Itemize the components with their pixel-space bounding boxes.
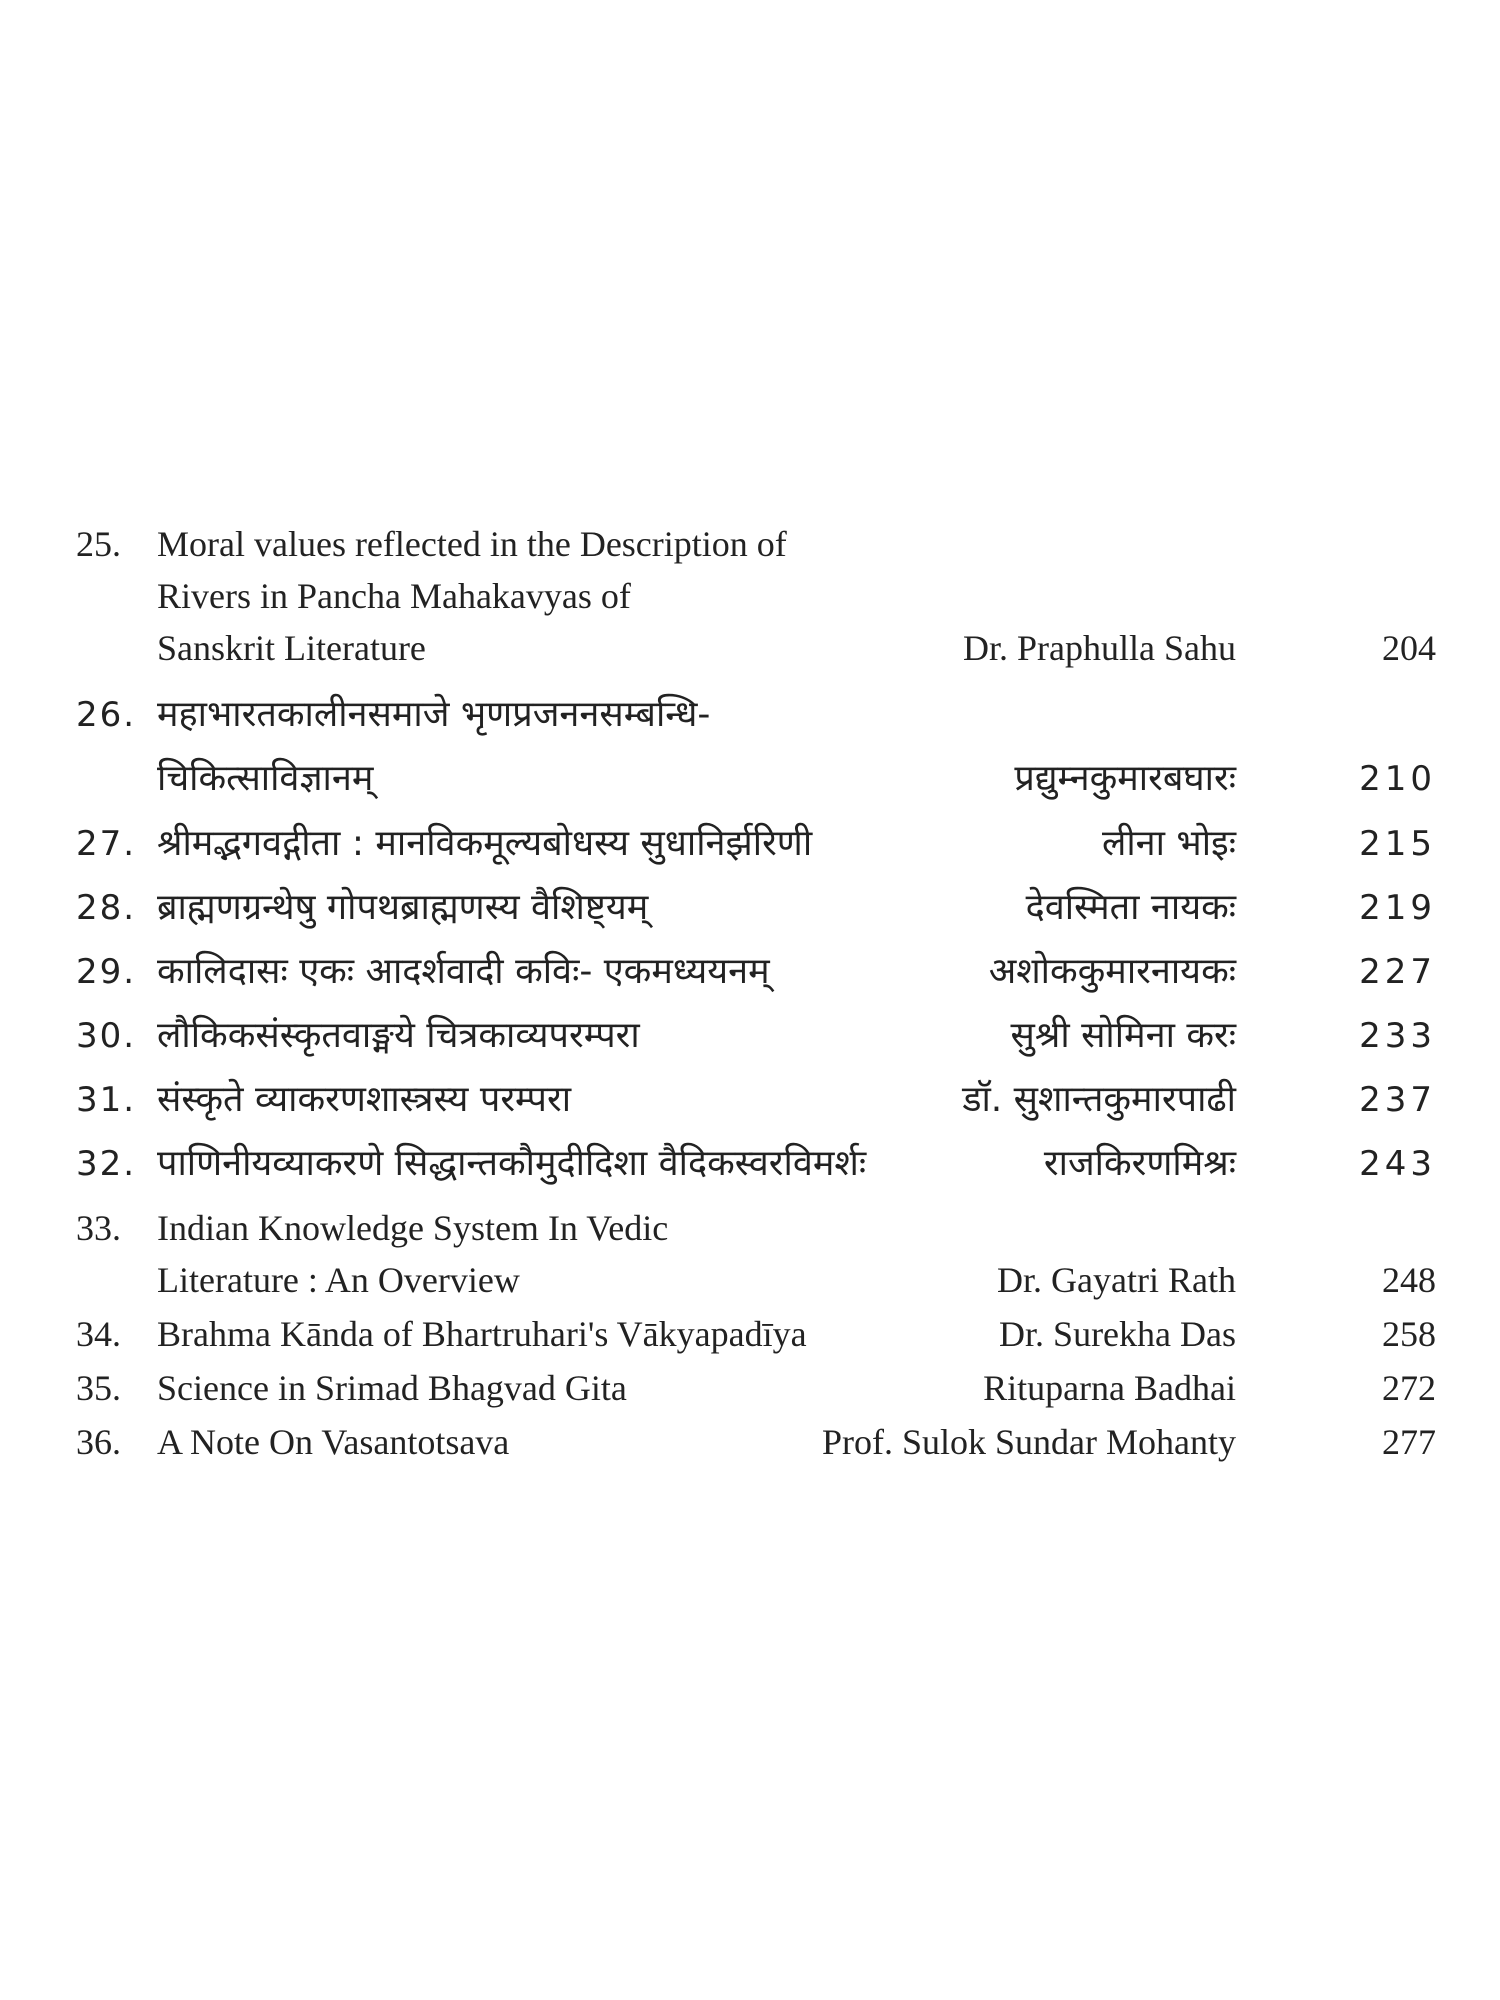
- toc-line: [0, 940, 1500, 1004]
- toc-entry-31: [0, 1068, 1500, 1132]
- entry-title-line: Rivers in Pancha Mahakavyas of: [157, 576, 631, 616]
- toc-entry-28: [0, 876, 1500, 940]
- entry-author: अशोककुमारनायकः: [988, 951, 1236, 992]
- toc-entry-33: [0, 1202, 1500, 1306]
- toc-entry-27: [0, 812, 1500, 876]
- entry-author: डॉ. सुशान्तकुमारपाढी: [962, 1079, 1236, 1120]
- entry-author: Dr. Surekha Das: [999, 1314, 1236, 1354]
- entry-page-number: 227: [1359, 952, 1436, 992]
- entry-title-line: पाणिनीयव्याकरणे सिद्धान्तकौमुदीदिशा वैदिकस्वरविमर्शः: [157, 1143, 867, 1184]
- toc-entry-32: [0, 1132, 1500, 1196]
- toc-entry-35: [0, 1362, 1500, 1414]
- entry-title-line: Moral values reflected in the Description of: [157, 524, 787, 564]
- entry-page-number: 210: [1359, 759, 1436, 799]
- toc-entry-34: [0, 1308, 1500, 1360]
- entry-title-line: महाभारतकालीनसमाजे भृणप्रजननसम्बन्धि-: [157, 694, 711, 735]
- entry-page-number: 272: [1382, 1368, 1436, 1408]
- entry-title-line: A Note On Vasantotsava: [157, 1422, 510, 1462]
- toc-line: [0, 1254, 1500, 1306]
- toc-line: [0, 812, 1500, 876]
- entry-page-number: 233: [1359, 1016, 1436, 1056]
- entry-page-number: 204: [1382, 628, 1436, 668]
- entry-page-number: 237: [1359, 1080, 1436, 1120]
- entry-title-line: कालिदासः एकः आदर्शवादी कविः- एकमध्ययनम्: [157, 951, 770, 992]
- entry-author: Dr. Gayatri Rath: [997, 1260, 1236, 1300]
- entry-page-number: 243: [1359, 1144, 1436, 1184]
- entry-title-line: लौकिकसंस्कृतवाङ्मये चित्रकाव्यपरम्परा: [157, 1015, 640, 1056]
- entry-number: 29.: [76, 952, 137, 992]
- entry-number: 31.: [76, 1080, 137, 1120]
- entry-title-line: Sanskrit Literature: [157, 628, 426, 668]
- toc-line: [0, 570, 1500, 622]
- entry-title-line: श्रीमद्भगवद्गीता : मानविकमूल्यबोधस्य सुधानिर्झरिणी: [157, 823, 813, 864]
- entry-title-line: Literature : An Overview: [157, 1260, 520, 1300]
- entry-author: Prof. Sulok Sundar Mohanty: [822, 1422, 1236, 1462]
- entry-title-line: ब्राह्मणग्रन्थेषु गोपथब्राह्मणस्य वैशिष्ट्यम्: [157, 887, 649, 928]
- toc-entry-25: [0, 518, 1500, 674]
- entry-number: 33.: [76, 1208, 121, 1248]
- toc-entry-30: [0, 1004, 1500, 1068]
- entry-author: सुश्री सोमिना करः: [1010, 1015, 1236, 1056]
- toc-line: [0, 1068, 1500, 1132]
- entry-title-line: संस्कृते व्याकरणशास्त्रस्य परम्परा: [157, 1079, 572, 1120]
- entry-page-number: 258: [1382, 1314, 1436, 1354]
- entry-number: 27.: [76, 824, 137, 864]
- toc-line: [0, 1308, 1500, 1360]
- toc-line: [0, 1416, 1500, 1468]
- entry-number: 35.: [76, 1368, 121, 1408]
- entry-title-line: Brahma Kānda of Bhartruhari's Vākyapadīya: [157, 1314, 807, 1354]
- entry-page-number: 215: [1359, 824, 1436, 864]
- toc-line: [0, 518, 1500, 570]
- entry-number: 32.: [76, 1144, 137, 1184]
- entry-author: Dr. Praphulla Sahu: [963, 628, 1236, 668]
- toc-line: [0, 683, 1500, 747]
- toc-entry-29: [0, 940, 1500, 1004]
- entry-title-line: Science in Srimad Bhagvad Gita: [157, 1368, 627, 1408]
- entry-author: देवस्मिता नायकः: [1025, 887, 1236, 928]
- toc-entry-26: [0, 683, 1500, 811]
- toc-line: [0, 876, 1500, 940]
- entry-number: 28.: [76, 888, 137, 928]
- toc-line: [0, 622, 1500, 674]
- entry-author: राजकिरणमिश्रः: [1043, 1143, 1236, 1184]
- entry-page-number: 248: [1382, 1260, 1436, 1300]
- entry-author: प्रद्युम्नकुमारबघारः: [1014, 758, 1236, 799]
- toc-line: [0, 1202, 1500, 1254]
- entry-page-number: 277: [1382, 1422, 1436, 1462]
- entry-number: 36.: [76, 1422, 121, 1462]
- toc-line: [0, 747, 1500, 811]
- entry-title-line: Indian Knowledge System In Vedic: [157, 1208, 669, 1248]
- toc-line: [0, 1132, 1500, 1196]
- entry-author: लीना भोइः: [1101, 823, 1236, 864]
- entry-title-line: चिकित्साविज्ञानम्: [157, 758, 374, 799]
- entry-author: Rituparna Badhai: [983, 1368, 1236, 1408]
- toc-line: [0, 1004, 1500, 1068]
- entry-number: 25.: [76, 524, 121, 564]
- entry-number: 34.: [76, 1314, 121, 1354]
- entry-page-number: 219: [1359, 888, 1436, 928]
- toc-line: [0, 1362, 1500, 1414]
- toc-entry-36: [0, 1416, 1500, 1468]
- entry-number: 26.: [76, 695, 137, 735]
- entry-number: 30.: [76, 1016, 137, 1056]
